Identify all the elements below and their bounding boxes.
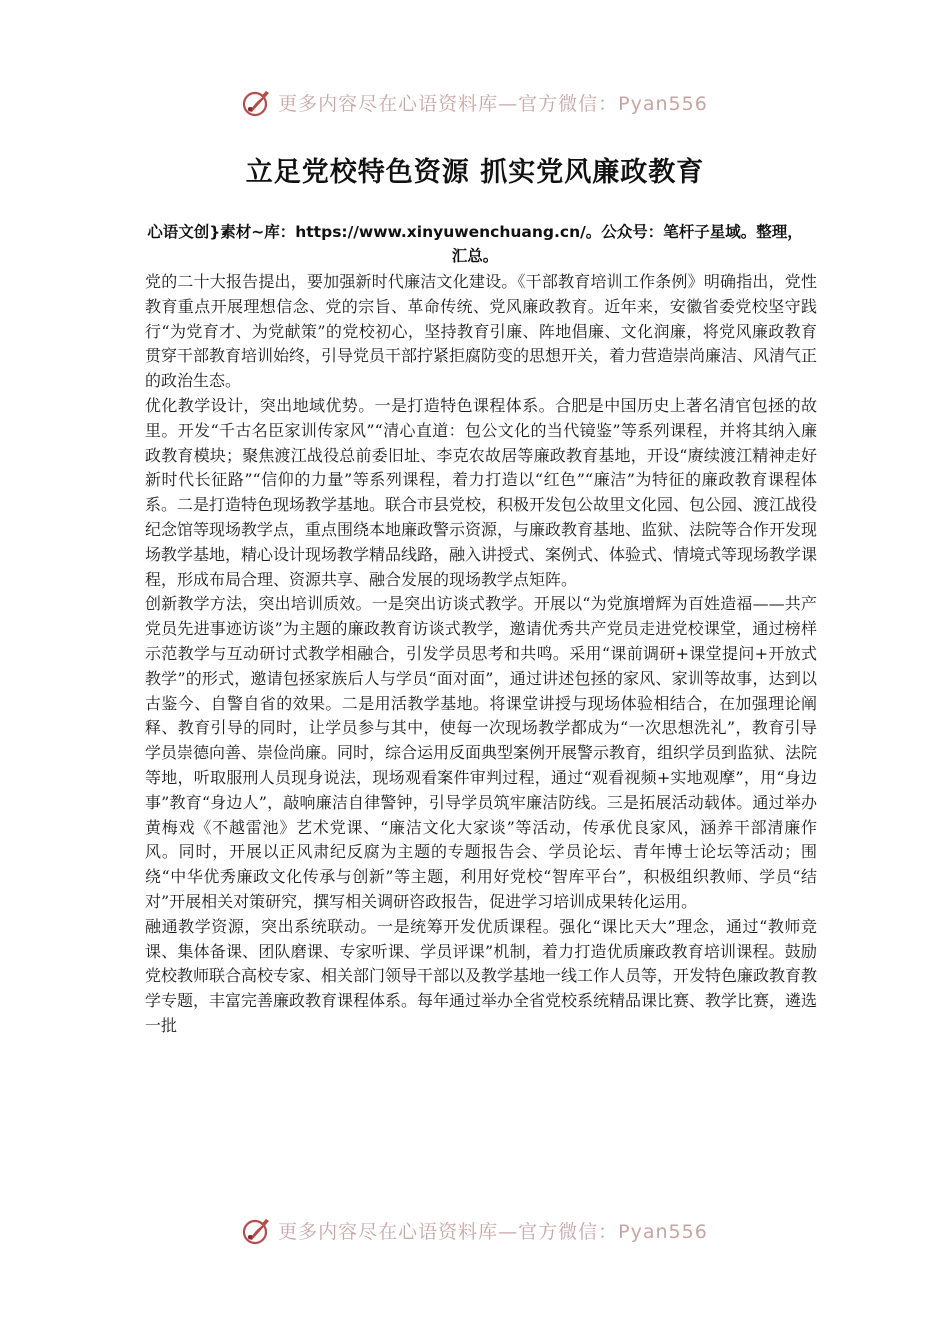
footer-banner (0, 1210, 950, 1250)
banner-slogan: 更多内容尽在心语资料库—官方微信： (278, 92, 619, 115)
source-line: 心语文创}素材~库：https://www.xinyuwenchuang.cn/。公众号：笔杆子星域。整理，汇总。 (147, 223, 803, 265)
quill-pen-logo-icon (242, 1215, 272, 1245)
document-title: 立足党校特色资源 抓实党风廉政教育 (245, 157, 705, 188)
paragraph-1: 党的二十大报告提出，要加强新时代廉洁文化建设。《干部教育培训工作条例》明确指出，党性教育重点开展理想信念、党的宗旨、革命传统、党风廉政教育。近年来，安徽省委党校坚守践行“为党育才、为党献策”的党校初心，坚持教育引廉、阵地倡廉、文化润廉，将党风廉政教育贯穿干部教育培训始终，引导党员干部拧紧拒腐防变的思想开关，着力营造崇尚廉洁、风清气正的政治生态。 (145, 272, 818, 391)
quill-pen-logo-icon (242, 87, 272, 117)
banner-wechat-id: Pyan556 (618, 1220, 708, 1243)
paragraph-3: 创新教学方法，突出培训质效。一是突出访谈式教学。开展以“为党旗增辉为百姓造福——共产党员先进事迹访谈”为主题的廉政教育访谈式教学，邀请优秀共产党员走进党校课堂，通过榜样示范教学与互动研讨式教学相融合，引发学员思考和共鸣。采用“课前调研+课堂提问+开放式教学”的形式，邀请包拯家族后人与学员“面对面”，通过讲述包拯的家风、家训等故事，达到以古鉴今、自警自省的效果。二是用活教学基地。将课堂讲授与现场体验相结合，在加强理论阐释、教育引导的同时，让学员参与其中，使每一次现场教学都成为“一次思想洗礼”，教育引导学员崇德向善、崇俭尚廉。同时，综合运用反面典型案例开展警示教育，组织学员到监狱、法院等地，听取服刑人员现身说法，现场观看案件审判过程，通过“观看视频+实地观摩”，用“身边事”教育“身边人”，敲响廉洁自律警钟，引导学员筑牢廉洁防线。三是拓展活动载体。通过举办黄梅戏《不越雷池》艺术党课、“廉洁文化大家谈”等活动，传承优良家风，涵养干部清廉作风。同时，开展以正风肃纪反腐为主题的专题报告会、学员论坛、青年博士论坛等活动；围绕“中华优秀廉政文化传承与创新”等主题，利用好党校“智库平台”，积极组织教师、学员“结对”开展相关对策研究，撰写相关调研咨政报告，促进学习培训成果转化运用。 (145, 594, 818, 911)
banner-wechat-id: Pyan556 (618, 92, 708, 115)
paragraph-4: 融通教学资源，突出系统联动。一是统筹开发优质课程。强化“课比天大”理念，通过“教师竞课、集体备课、团队磨课、专家听课、学员评课”机制，着力打造优质廉政教育培训课程。鼓励党校教师联合高校专家、相关部门领导干部以及教学基地一线工作人员等，开发特色廉政教育教学专题，丰富完善廉政教育课程体系。每年通过举办全省党校系统精品课比赛、教学比赛，遴选一批 (145, 916, 818, 1035)
banner-text (278, 1217, 708, 1244)
banner-text (278, 89, 708, 116)
document-body (145, 270, 817, 1039)
paragraph-2: 优化教学设计，突出地域优势。一是打造特色课程体系。合肥是中国历史上著名清官包拯的故里。开发“千古名臣家训传家风”“清心直道：包公文化的当代镜鉴”等系列课程，并将其纳入廉政教育模块；聚焦渡江战役总前委旧址、李克农故居等廉政教育基地，开设“赓续渡江精神走好新时代长征路”“信仰的力量”等系列课程，着力打造以“红色”“廉洁”为特征的廉政教育课程体系。二是打造特色现场教学基地。联合市县党校，积极开发包公故里文化园、包公园、渡江战役纪念馆等现场教学点，重点围绕本地廉政警示资源，与廉政教育基地、监狱、法院等合作开发现场教学基地，精心设计现场教学精品线路，融入讲授式、案例式、体验式、情境式等现场教学课程，形成布局合理、资源共享、融合发展的现场教学点矩阵。 (145, 395, 818, 589)
banner-slogan: 更多内容尽在心语资料库—官方微信： (278, 1220, 619, 1243)
header-banner (0, 82, 950, 122)
